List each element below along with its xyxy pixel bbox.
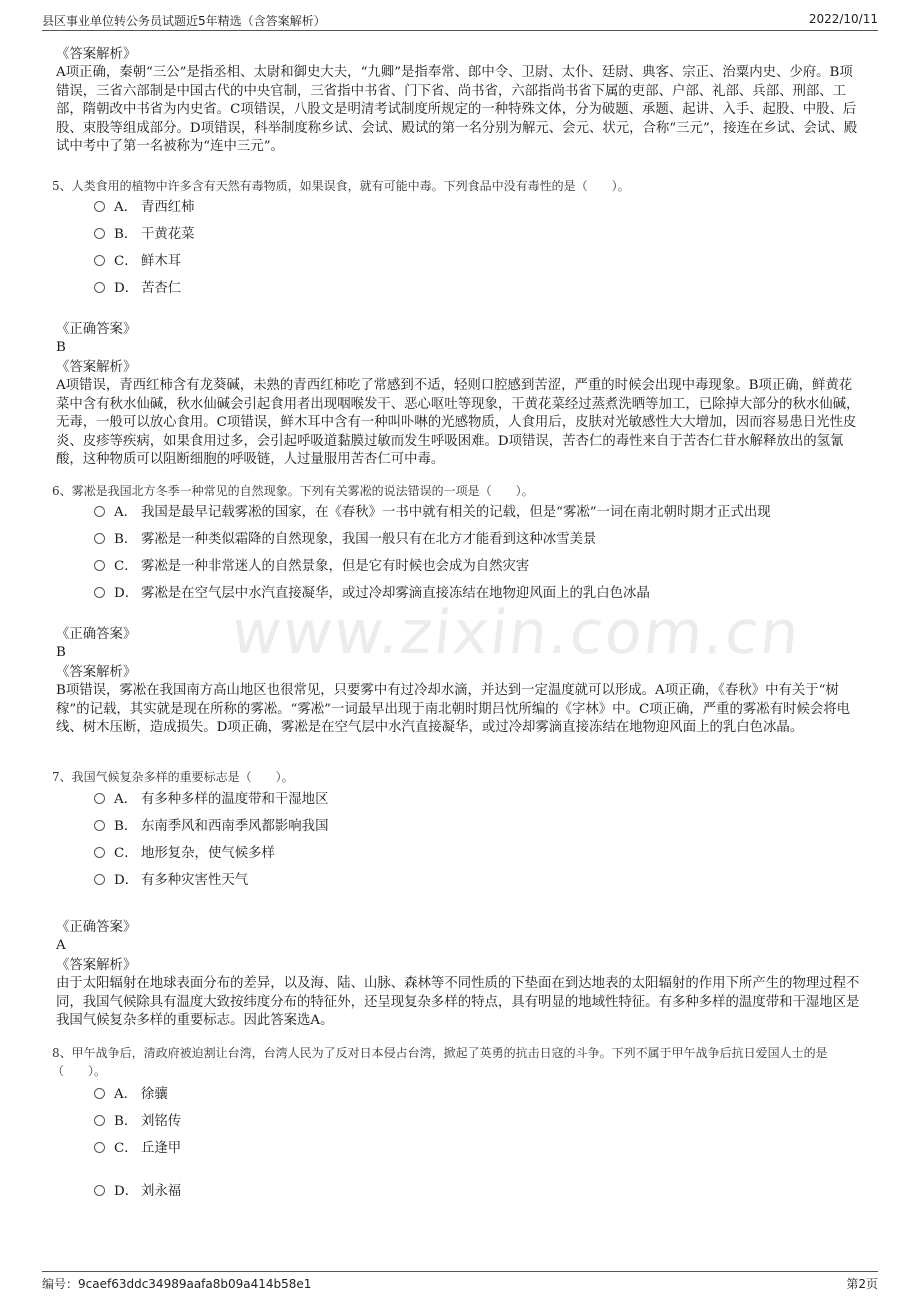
radio-icon[interactable] [94,1115,105,1126]
option-letter: D． [114,873,139,888]
document-title: 县区事业单位转公务员试题近5年精选（含答案解析） [42,14,326,28]
q5-explanation: A项错误，青西红柿含有龙葵碱，未熟的青西红柿吃了常感到不适，轻则口腔感到苦涩，严重的时候会出现中毒现象。B项正确，鲜黄花菜中含有秋水仙碱，秋水仙碱会引起食用者出现咽喉发干、恶心呕吐等现象，干黄花菜经过蒸煮洗晒等加工，已除掉大部分的秋水仙碱，无毒，一般可以放心食用。C项错误，鲜木耳中含有一种叫卟啉的光感物质，人食用后，皮肤对光敏感性大大增加，因而容易患日光性皮炎、皮疹等疾病，如果食用过多，会引起呼吸道黏膜过敏而发生呼吸困难。D项错误，苦杏仁的毒性来自于苦杏仁苷水解释放出的氢氰酸，这种物质可以阻断细胞的呼吸链，人过量服用苦杏仁可中毒。 [56,378,860,467]
radio-icon[interactable] [94,560,105,571]
q7-option-c[interactable] [94,844,275,864]
q8-question: 8、甲午战争后，清政府被迫割让台湾，台湾人民为了反对日本侵占台湾，掀起了英勇的抗击日寇的斗争。下列不属于甲午战争后抗日爱国人士的是（ ）。 [52,1046,828,1078]
q6-answer: B [56,645,66,660]
q8-option-b[interactable] [94,1112,181,1132]
option-letter: B． [114,1114,138,1129]
option-letter: D． [114,586,139,601]
option-text: 我国是最早记载雾凇的国家，在《春秋》一书中就有相关的记载，但是“雾凇”一词在南北朝时期才正式出现 [141,505,771,520]
option-letter: D． [114,1184,139,1199]
option-letter: C． [114,846,138,861]
option-text: 苦杏仁 [141,281,182,296]
correct-answer-label: 《正确答案》 [56,920,137,935]
radio-icon[interactable] [94,255,105,266]
option-letter: C． [114,559,138,574]
option-letter: A． [114,1087,138,1102]
q7-option-a[interactable] [94,790,328,810]
radio-icon[interactable] [94,1185,105,1196]
q8-option-d[interactable] [94,1182,181,1202]
q6-option-c[interactable] [94,557,529,577]
radio-icon[interactable] [94,201,105,212]
q5-option-b[interactable] [94,225,195,245]
option-text: 丘逢甲 [141,1141,182,1156]
option-letter: A． [114,792,138,807]
option-text: 雾凇是一种类似霜降的自然现象，我国一般只有在北方才能看到这种冰雪美景 [141,532,597,547]
q6-question: 6、雾凇是我国北方冬季一种常见的自然现象。下列有关雾凇的说法错误的一项是（ ）。 [52,484,534,498]
page-footer [42,1271,878,1294]
q7-explanation: 由于太阳辐射在地球表面分布的差异，以及海、陆、山脉、森林等不同性质的下垫面在到达地表的太阳辐射的作用下所产生的物理过程不同，我国气候除具有温度大致按纬度分布的特征外，还呈现复杂多样的特点，具有明显的地域性特征。有多种多样的温度带和干湿地区是我国气候复杂多样的重要标志。因此答案选A。 [56,976,860,1028]
radio-icon[interactable] [94,533,105,544]
q5-answer: B [56,340,66,355]
q6-explanation: B项错误，雾凇在我国南方高山地区也很常见，只要雾中有过冷却水滴，并达到一定温度就可以形成。A项正确，《春秋》中有关于“树稼”的记载，其实就是现在所称的雾凇。“雾凇”一词最早出现于南北朝时期吕忱所编的《字林》中。C项正确，严重的雾凇有时候会将电线、树木压断，造成损失。D项正确，雾凇是在空气层中水汽直接凝华，或过冷却雾滴直接冻结在地物迎风面上的乳白色冰晶。 [56,683,851,735]
page-header [42,8,878,31]
q6-option-d[interactable] [94,584,650,604]
radio-icon[interactable] [94,874,105,885]
option-text: 有多种灾害性天气 [141,873,249,888]
correct-answer-label: 《正确答案》 [56,627,137,642]
q7-question: 7、我国气候复杂多样的重要标志是（ ）。 [52,770,294,784]
option-letter: C． [114,1141,138,1156]
option-text: 有多种多样的温度带和干湿地区 [141,792,329,807]
radio-icon[interactable] [94,1142,105,1153]
option-letter: B． [114,532,138,547]
radio-icon[interactable] [94,820,105,831]
radio-icon[interactable] [94,1088,105,1099]
option-text: 刘永福 [141,1184,182,1199]
q5-option-c[interactable] [94,252,181,272]
q7-option-d[interactable] [94,871,248,891]
radio-icon[interactable] [94,793,105,804]
option-text: 徐骧 [141,1087,168,1102]
explanation-label: 《答案解析》 [56,958,137,973]
option-text: 雾凇是一种非常迷人的自然景象，但是它有时候也会成为自然灾害 [141,559,530,574]
explanation-label: 《答案解析》 [56,360,137,375]
radio-icon[interactable] [94,587,105,598]
q7-option-b[interactable] [94,817,328,837]
q6-option-b[interactable] [94,530,596,550]
explanation-label: 《答案解析》 [56,665,137,680]
q5-option-a[interactable] [94,198,195,218]
option-text: 青西红柿 [141,200,195,215]
q4-explanation: A项正确，秦朝“三公”是指丞相、太尉和御史大夫，“九卿”是指奉常、郎中令、卫尉、太仆、廷尉、典客、宗正、治粟内史、少府。B项错误，三省六部制是中国古代的中央官制，三省指中书省、门下省、尚书省，六部指尚书省下属的吏部、户部、礼部、兵部、刑部、工部，隋朝改中书省为内史省。C项错误，八股文是明清考试制度所规定的一种特殊文体，分为破题、承题、起讲、入手、起股、中股、后股、束股等组成部分。D项错误，科举制度称乡试、会试、殿试的第一名分别为解元、会元、状元，合称“三元”，接连在乡试、会试、殿试中考中了第一名被称为“连中三元”。 [56,65,858,154]
option-letter: D． [114,281,139,296]
radio-icon[interactable] [94,282,105,293]
option-text: 地形复杂，使气候多样 [141,846,275,861]
option-text: 刘铭传 [141,1114,182,1129]
q8-option-a[interactable] [94,1085,168,1105]
option-letter: B． [114,227,138,242]
q6-option-a[interactable] [94,503,771,523]
q7-answer: A [56,938,66,953]
explanation-label: 《答案解析》 [56,47,137,62]
option-text: 雾凇是在空气层中水汽直接凝华，或过冷却雾滴直接冻结在地物迎风面上的乳白色冰晶 [141,586,650,601]
watermark: www.zixin.com.cn [228,598,805,668]
q8-option-c[interactable] [94,1139,181,1159]
correct-answer-label: 《正确答案》 [56,322,137,337]
document-code: 编号：9caef63ddc34989aafa8b09a414b58e1 [42,1277,312,1291]
option-text: 东南季风和西南季风都影响我国 [141,819,329,834]
option-letter: A． [114,505,138,520]
radio-icon[interactable] [94,228,105,239]
option-text: 干黄花菜 [141,227,195,242]
page-number: 第2页 [846,1277,878,1291]
option-text: 鲜木耳 [141,254,182,269]
option-letter: C． [114,254,138,269]
q5-option-d[interactable] [94,279,181,299]
option-letter: B． [114,819,138,834]
radio-icon[interactable] [94,506,105,517]
option-letter: A． [114,200,138,215]
document-date: 2022/10/11 [808,12,878,26]
radio-icon[interactable] [94,847,105,858]
q5-question: 5、人类食用的植物中许多含有天然有毒物质，如果误食，就有可能中毒。下列食品中没有毒性的是（ ）。 [52,179,630,193]
